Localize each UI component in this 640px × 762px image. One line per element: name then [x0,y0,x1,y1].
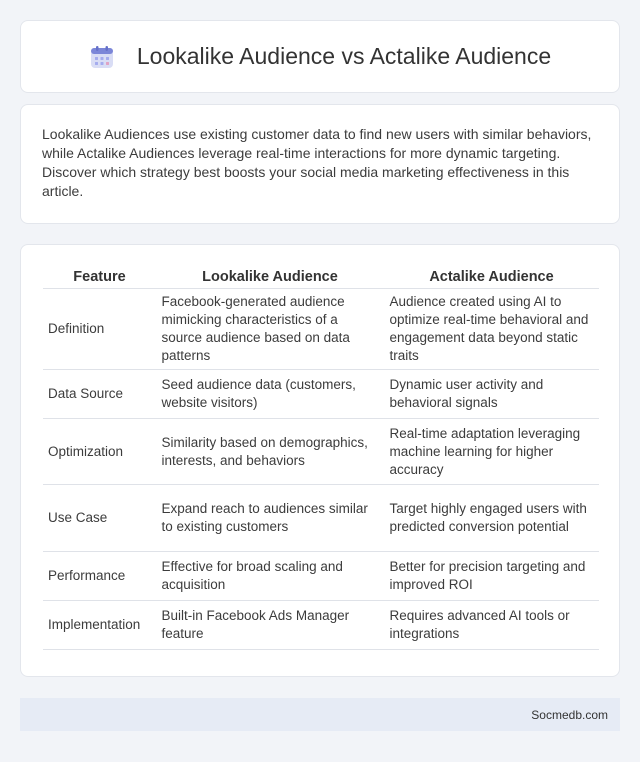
page-title: Lookalike Audience vs Actalike Audience [136,43,552,69]
table-row [43,289,599,370]
lookalike-cell: Similarity based on demographics, interests, and behaviors [156,419,384,485]
lookalike-cell: Seed audience data (customers, website visitors) [156,370,384,419]
feature-cell: Data Source [43,370,156,419]
table-row [43,601,599,650]
intro-paragraph: Lookalike Audiences use existing customer data to find new users with similar behaviors, while Actalike Audiences leverage real-time interactions for more dynamic targeting. Discover which strategy best boosts your social media marketing effectiveness in this article. [42,126,592,199]
actalike-cell: Dynamic user activity and behavioral signals [384,370,599,419]
footer-brand[interactable]: Socmedb.com [531,707,608,722]
comparison-card [20,244,620,677]
table-row [43,552,599,601]
feature-cell: Use Case [43,485,156,552]
actalike-cell: Audience created using AI to optimize real-time behavioral and engagement data beyond static traits [384,289,599,370]
feature-cell: Performance [43,552,156,601]
table-header-row [43,265,599,289]
actalike-cell: Requires advanced AI tools or integrations [384,601,599,650]
intro-card [20,104,620,224]
lookalike-cell: Expand reach to audiences similar to existing customers [156,485,384,552]
feature-cell: Optimization [43,419,156,485]
calendar-icon [89,44,115,70]
lookalike-cell: Effective for broad scaling and acquisition [156,552,384,601]
table-row [43,370,599,419]
actalike-cell: Target highly engaged users with predicted conversion potential [384,485,599,552]
comparison-table [43,265,599,650]
actalike-cell: Real-time adaptation leveraging machine learning for higher accuracy [384,419,599,485]
title-card [20,20,620,93]
feature-cell: Implementation [43,601,156,650]
lookalike-cell: Facebook-generated audience mimicking characteristics of a source audience based on data patterns [156,289,384,370]
footer [20,698,620,731]
table-row [43,485,599,552]
actalike-cell: Better for precision targeting and improved ROI [384,552,599,601]
header-lookalike: Lookalike Audience [156,265,384,289]
lookalike-cell: Built-in Facebook Ads Manager feature [156,601,384,650]
feature-cell: Definition [43,289,156,370]
header-feature: Feature [43,265,156,289]
table-row [43,419,599,485]
header-actalike: Actalike Audience [384,265,599,289]
